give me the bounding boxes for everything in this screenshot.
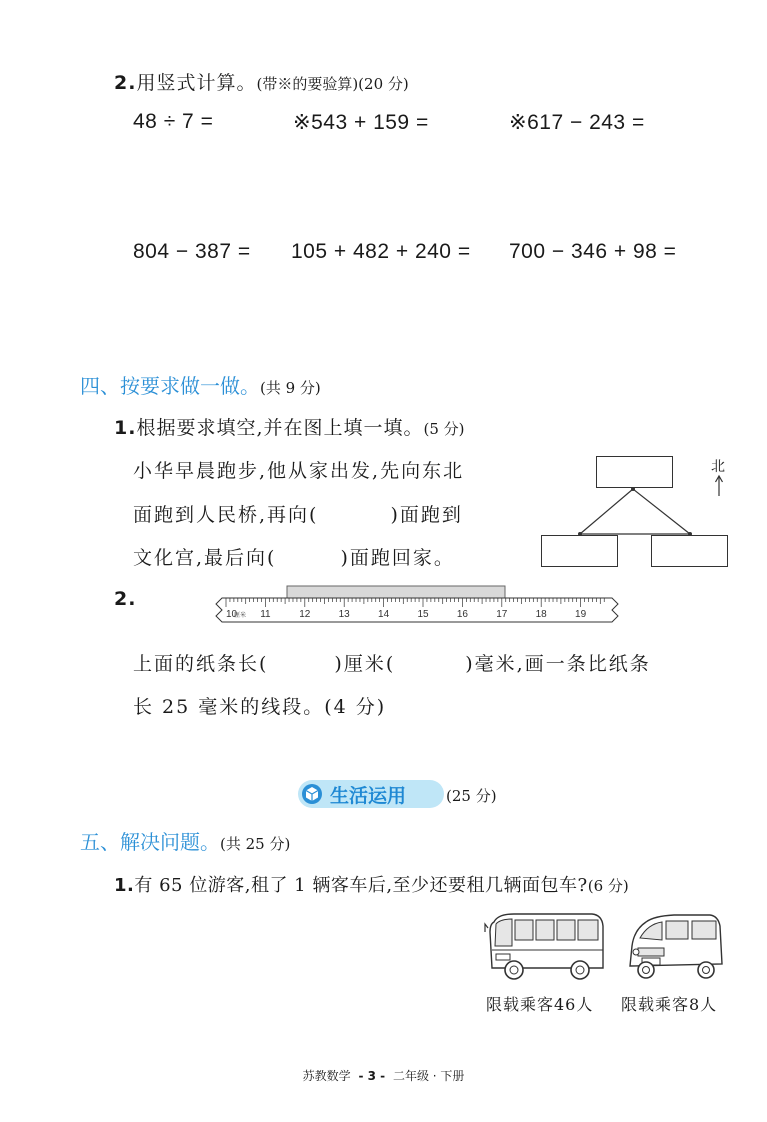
s4-q1-number: 1. [114,417,137,439]
s4-q2-line-1 [133,649,651,676]
paper-strip [287,586,505,599]
north-arrow-icon [713,474,725,498]
s4-q1-line-2 [133,500,463,527]
calc-3: ※617 − 243 = [509,111,645,134]
s4-q1-line-3a: 文化宫,最后向( [133,547,277,569]
q2-heading [114,68,409,95]
section-5-heading [80,826,290,855]
van-icon [626,910,726,982]
calc-4: 804 − 387 = [133,240,251,263]
van-caption: 限载乘客8人 [621,995,718,1014]
map-box-top[interactable] [596,456,673,488]
s5-q1-text: 有 65 位游客,租了 1 辆客车后,至少还要租几辆面包车? [134,875,588,896]
footer-left: 苏教数学 [302,1069,351,1083]
ruler-label: 19 [575,609,587,620]
ruler-label: 17 [496,609,508,620]
q2-number: 2. [114,72,137,94]
ruler-label: 12 [299,609,311,620]
q2-note: (带※的要验算)(20 分) [256,75,409,93]
ruler-label: 13 [338,609,350,620]
map-box-left[interactable] [541,535,618,567]
ruler-label: 16 [456,609,468,620]
ruler-label: 14 [378,609,390,620]
s4-q2-line-1c: )毫米,画一条比纸条 [465,653,651,675]
s4-q2-line-2: 长 25 毫米的线段。(4 分) [133,696,387,718]
life-score: (25 分) [446,787,497,805]
bus-icon [484,910,606,982]
calc-6: 700 − 346 + 98 = [509,240,677,263]
ruler-unit-label: 厘米 [234,613,247,619]
ruler-label: 10 [226,609,238,620]
s5-q1-score: (6 分) [587,877,629,895]
s4-q1-score: (5 分) [423,420,465,438]
ruler-label: 15 [417,609,429,620]
s4-q1-line-2b: )面跑到 [390,504,463,526]
map-box-right[interactable] [651,535,728,567]
calc-1: 48 ÷ 7 = [133,110,214,133]
s4-q2-line-1b: )厘米( [334,653,396,675]
section-4-heading [80,370,321,399]
calc-5: 105 + 482 + 240 = [291,240,471,263]
section-4-note: (共 9 分) [260,379,321,397]
life-badge-label: 生活运用 [330,785,407,807]
cube-icon [300,783,324,805]
ruler [214,584,626,632]
path-line-left [580,489,633,534]
section-4-title: 四、按要求做一做。 [80,374,260,398]
page-footer [0,1067,767,1084]
s4-q1-line-3 [133,543,455,570]
north-label: 北 [711,459,725,475]
s5-q1-number: 1. [114,875,135,896]
s4-q2-heading [114,588,136,610]
s4-q1-heading [114,413,465,440]
ruler-label: 11 [260,609,271,620]
section-5-title: 五、解决问题。 [80,830,220,854]
s4-q1-line-2a: 面跑到人民桥,再向( [133,504,319,526]
q2-title: 用竖式计算。 [136,72,257,94]
s4-q2-number: 2. [114,588,137,610]
s4-q2-line-1a: 上面的纸条长( [133,653,269,675]
s4-q1-title: 根据要求填空,并在图上填一填。 [136,417,424,439]
s5-q1-heading [114,871,629,897]
s4-q1-line-3b: )面跑回家。 [340,547,455,569]
s4-q1-line-1: 小华早晨跑步,他从家出发,先向东北 [133,460,465,482]
ruler-label: 18 [535,609,547,620]
footer-page-number: - 3 - [358,1069,386,1083]
footer-right: 二年级 · 下册 [392,1069,465,1083]
section-5-note: (共 25 分) [220,835,291,853]
path-line-right [633,489,690,534]
calc-2: ※543 + 159 = [293,111,429,134]
bus-caption: 限载乘客46人 [486,995,594,1014]
